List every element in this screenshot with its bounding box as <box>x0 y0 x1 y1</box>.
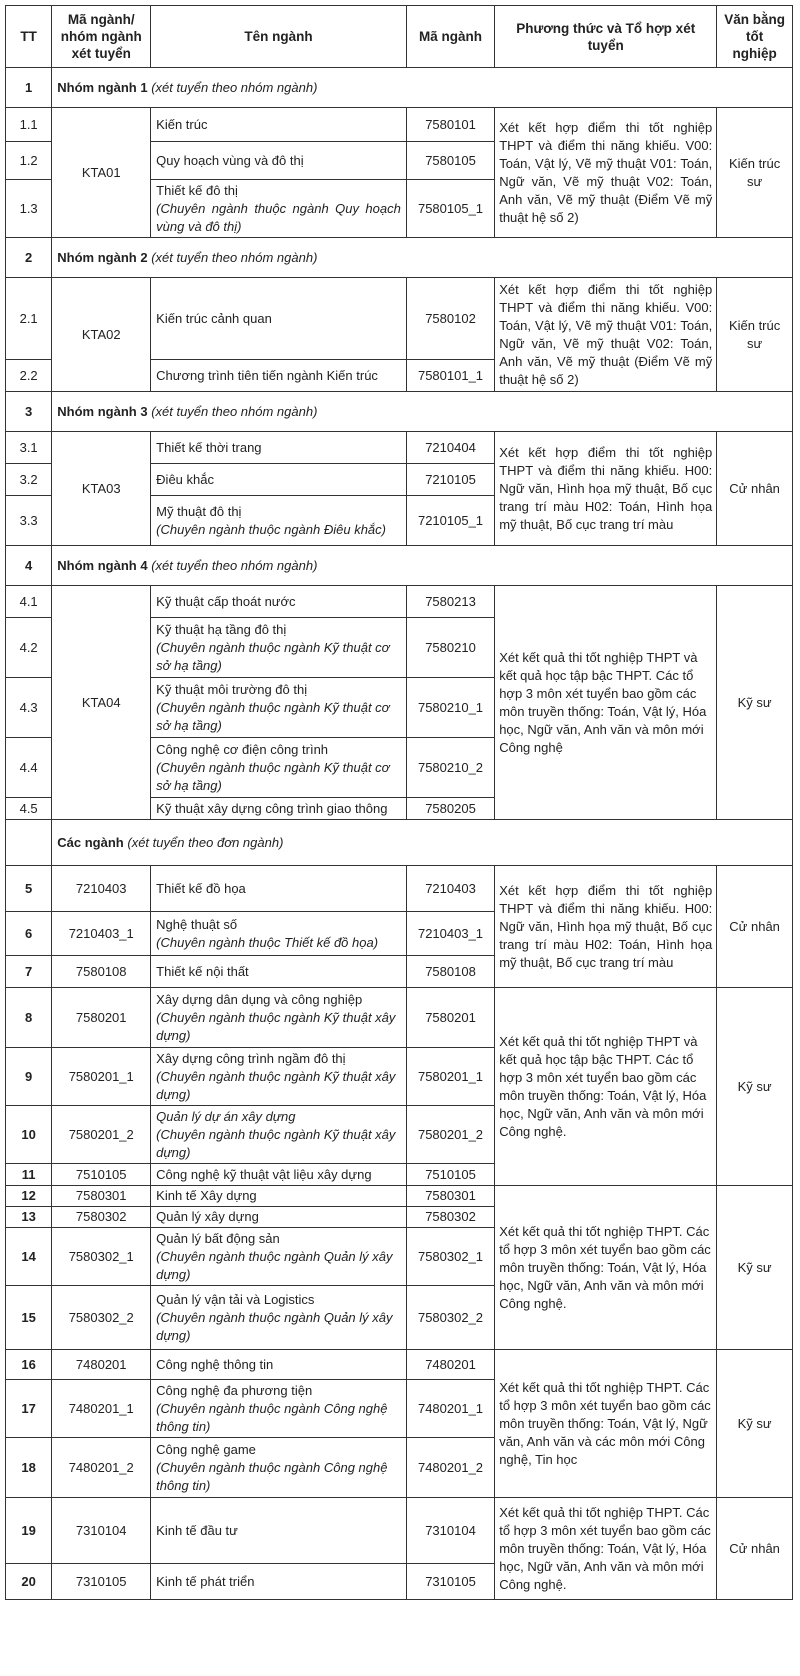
group-title <box>52 392 793 432</box>
row-group-code: 7310104 <box>52 1498 151 1564</box>
row-tt: 4.4 <box>6 738 52 798</box>
row-group-code: 7580301 <box>52 1186 151 1207</box>
row-name: Xây dựng dân dụng và công nghiệp <box>156 991 363 1007</box>
header-code: Mã ngành <box>406 6 494 68</box>
row-tt: 17 <box>6 1380 52 1438</box>
table-row <box>6 1186 793 1207</box>
row-tt: 20 <box>6 1564 52 1600</box>
header-name: Tên ngành <box>151 6 407 68</box>
group-code: KTA01 <box>52 108 151 238</box>
row-code: 7210404 <box>406 432 494 464</box>
admission-method: Xét kết quả thi tốt nghiệp THPT. Các tổ hợp 3 môn xét tuyển bao gồm các môn truyền thống: Toán, Vật lý, Ngữ văn, Anh văn và các môn mới Công nghệ, Tin học <box>495 1350 717 1498</box>
row-code: 7580205 <box>406 798 494 820</box>
group-note: (xét tuyển theo nhóm ngành) <box>151 403 318 419</box>
row-group-code: 7210403_1 <box>52 912 151 956</box>
group-note: (xét tuyển theo nhóm ngành) <box>151 557 318 573</box>
row-tt: 4.2 <box>6 618 52 678</box>
row-subtitle: (Chuyên ngành thuộc ngành Kỹ thuật cơ sở hạ tầng) <box>156 759 390 793</box>
group-title <box>52 546 793 586</box>
row-group-code: 7480201_1 <box>52 1380 151 1438</box>
row-name: Công nghệ thông tin <box>151 1350 407 1380</box>
row-code: 7580301 <box>406 1186 494 1207</box>
group-code: KTA03 <box>52 432 151 546</box>
row-subtitle: (Chuyên ngành thuộc ngành Kỹ thuật cơ sở hạ tầng) <box>156 699 390 733</box>
table-row <box>6 988 793 1048</box>
row-name: Chương trình tiên tiến ngành Kiến trúc <box>151 360 407 392</box>
degree: Kiến trúc sư <box>717 278 793 392</box>
row-name-cell <box>151 678 407 738</box>
row-tt: 11 <box>6 1164 52 1186</box>
row-code: 7480201_1 <box>406 1380 494 1438</box>
row-name-cell <box>151 738 407 798</box>
row-name-cell <box>151 1228 407 1286</box>
group-code: KTA02 <box>52 278 151 392</box>
row-name: Quản lý vận tải và Logistics <box>156 1291 315 1307</box>
row-code: 7580101_1 <box>406 360 494 392</box>
row-name: Kỹ thuật môi trường đô thị <box>156 681 308 697</box>
row-group-code: 7580302_1 <box>52 1228 151 1286</box>
row-subtitle: (Chuyên ngành thuộc ngành Quy hoạch vùng và đô thị) <box>156 200 401 234</box>
row-code: 7580210_2 <box>406 738 494 798</box>
row-code: 7580302_1 <box>406 1228 494 1286</box>
row-code: 7580102 <box>406 278 494 360</box>
row-code: 7580210 <box>406 618 494 678</box>
row-tt: 12 <box>6 1186 52 1207</box>
row-name: Quản lý dự án xây dựng <box>156 1108 296 1124</box>
degree: Cử nhân <box>717 866 793 988</box>
row-tt: 2.1 <box>6 278 52 360</box>
row-name: Kinh tế phát triển <box>151 1564 407 1600</box>
row-name: Xây dựng công trình ngầm đô thị <box>156 1050 346 1066</box>
row-code: 7580201_2 <box>406 1106 494 1164</box>
row-code: 7580105 <box>406 142 494 180</box>
row-subtitle: (Chuyên ngành thuộc ngành Quản lý xây dựng) <box>156 1309 393 1343</box>
row-name: Thiết kế thời trang <box>151 432 407 464</box>
group-name: Nhóm ngành 1 <box>57 79 148 95</box>
admission-method: Xét kết hợp điểm thi tốt nghiệp THPT và điểm thi năng khiếu. H00: Ngữ văn, Hình họa mỹ thuật, Bố cục trang trí màu H02: Toán, Hình họa mỹ thuật, Bố cục trang trí màu <box>495 866 717 988</box>
row-group-code: 7480201_2 <box>52 1438 151 1498</box>
row-tt: 1.1 <box>6 108 52 142</box>
row-name: Kỹ thuật cấp thoát nước <box>151 586 407 618</box>
row-tt: 2.2 <box>6 360 52 392</box>
group-row <box>6 392 793 432</box>
row-name-cell <box>151 180 407 238</box>
row-name-cell <box>151 1286 407 1350</box>
table-row <box>6 866 793 912</box>
group-row <box>6 238 793 278</box>
table-row <box>6 586 793 618</box>
row-code: 7580108 <box>406 956 494 988</box>
row-tt: 4.1 <box>6 586 52 618</box>
group-tt <box>6 820 52 866</box>
row-name: Thiết kế đô thị <box>156 182 238 198</box>
admission-method: Xét kết quả thi tốt nghiệp THPT và kết quả học tập bậc THPT. Các tổ hợp 3 môn xét tuyển bao gồm các môn truyền thống: Toán, Vật lý, Hóa học, Ngữ văn, Anh văn và môn mới Công nghệ <box>495 586 717 820</box>
row-code: 7310104 <box>406 1498 494 1564</box>
row-group-code: 7580302_2 <box>52 1286 151 1350</box>
group-name: Các ngành <box>57 834 124 850</box>
group-name: Nhóm ngành 3 <box>57 403 148 419</box>
row-tt: 13 <box>6 1207 52 1228</box>
row-tt: 4.3 <box>6 678 52 738</box>
row-code: 7310105 <box>406 1564 494 1600</box>
row-tt: 3.2 <box>6 464 52 496</box>
group-title <box>52 820 793 866</box>
admission-method: Xét kết quả thi tốt nghiệp THPT. Các tổ hợp 3 môn xét tuyển bao gồm các môn truyền thống: Toán, Vật lý, Hóa học, Ngữ văn, Anh văn và môn mới Công nghệ. <box>495 1498 717 1600</box>
table-row <box>6 1350 793 1380</box>
group-tt: 1 <box>6 68 52 108</box>
row-name: Công nghệ game <box>156 1441 256 1457</box>
row-group-code: 7210403 <box>52 866 151 912</box>
row-name: Công nghệ kỹ thuật vật liệu xây dựng <box>151 1164 407 1186</box>
group-tt: 2 <box>6 238 52 278</box>
row-group-code: 7580201_1 <box>52 1048 151 1106</box>
row-group-code: 7580201 <box>52 988 151 1048</box>
row-tt: 3.3 <box>6 496 52 546</box>
header-degree: Văn bằng tốt nghiệp <box>717 6 793 68</box>
row-group-code: 7510105 <box>52 1164 151 1186</box>
row-code: 7210105_1 <box>406 496 494 546</box>
row-name: Công nghệ cơ điện công trình <box>156 741 329 757</box>
table-row <box>6 432 793 464</box>
row-code: 7210403 <box>406 866 494 912</box>
degree: Kỹ sư <box>717 586 793 820</box>
row-group-code: 7480201 <box>52 1350 151 1380</box>
row-name-cell <box>151 1106 407 1164</box>
group-title <box>52 238 793 278</box>
row-code: 7480201_2 <box>406 1438 494 1498</box>
row-name: Quản lý bất động sản <box>156 1230 280 1246</box>
admission-method: Xét kết quả thi tốt nghiệp THPT. Các tổ hợp 3 môn xét tuyển bao gồm các môn truyền thống: Toán, Vật lý, Hóa học, Ngữ văn, Anh văn và môn mới Công nghệ. <box>495 1186 717 1350</box>
row-code: 7480201 <box>406 1350 494 1380</box>
header-tt: TT <box>6 6 52 68</box>
row-code: 7580302 <box>406 1207 494 1228</box>
group-note: (xét tuyển theo đơn ngành) <box>127 834 284 850</box>
header-method: Phương thức và Tổ hợp xét tuyển <box>495 6 717 68</box>
row-subtitle: (Chuyên ngành thuộc ngành Điêu khắc) <box>156 521 386 537</box>
row-tt: 4.5 <box>6 798 52 820</box>
row-name-cell <box>151 1438 407 1498</box>
row-tt: 10 <box>6 1106 52 1164</box>
group-code: KTA04 <box>52 586 151 820</box>
header-group-code: Mã ngành/ nhóm ngành xét tuyển <box>52 6 151 68</box>
row-name: Thiết kế đồ họa <box>151 866 407 912</box>
row-name: Kinh tế Xây dựng <box>151 1186 407 1207</box>
row-subtitle: (Chuyên ngành thuộc ngành Công nghệ thông tin) <box>156 1459 388 1493</box>
degree: Kỹ sư <box>717 988 793 1186</box>
admission-method: Xét kết quả thi tốt nghiệp THPT và kết quả học tập bậc THPT. Các tổ hợp 3 môn xét tuyển bao gồm các môn truyền thống: Toán, Vật lý, Hóa học, Ngữ văn, Anh văn và môn mới Công nghệ. <box>495 988 717 1186</box>
row-name: Mỹ thuật đô thị <box>156 503 242 519</box>
row-name-cell <box>151 1048 407 1106</box>
table-row <box>6 278 793 360</box>
row-tt: 6 <box>6 912 52 956</box>
header-row <box>6 6 793 68</box>
row-name-cell <box>151 1380 407 1438</box>
group-tt: 3 <box>6 392 52 432</box>
row-tt: 19 <box>6 1498 52 1564</box>
row-code: 7580101 <box>406 108 494 142</box>
degree: Kiến trúc sư <box>717 108 793 238</box>
row-name: Kiến trúc cảnh quan <box>151 278 407 360</box>
row-subtitle: (Chuyên ngành thuộc ngành Kỹ thuật cơ sở hạ tầng) <box>156 639 390 673</box>
row-subtitle: (Chuyên ngành thuộc Thiết kế đồ họa) <box>156 934 379 950</box>
row-code: 7580210_1 <box>406 678 494 738</box>
row-name: Nghệ thuật số <box>156 916 238 932</box>
admission-method: Xét kết hợp điểm thi tốt nghiệp THPT và điểm thi năng khiếu. V00: Toán, Vật lý, Vẽ mỹ thuật V01: Toán, Ngữ văn, Vẽ mỹ thuật V02: Toán, Anh văn, Vẽ mỹ thuật (Điểm Vẽ mỹ thuật hệ số 2) <box>495 278 717 392</box>
row-tt: 5 <box>6 866 52 912</box>
degree: Cử nhân <box>717 432 793 546</box>
row-name: Điêu khắc <box>151 464 407 496</box>
row-tt: 16 <box>6 1350 52 1380</box>
row-tt: 9 <box>6 1048 52 1106</box>
group-row <box>6 546 793 586</box>
row-code: 7210105 <box>406 464 494 496</box>
row-group-code: 7310105 <box>52 1564 151 1600</box>
degree: Kỹ sư <box>717 1350 793 1498</box>
row-name-cell <box>151 496 407 546</box>
row-tt: 1.3 <box>6 180 52 238</box>
row-name-cell <box>151 618 407 678</box>
row-group-code: 7580302 <box>52 1207 151 1228</box>
row-subtitle: (Chuyên ngành thuộc ngành Kỹ thuật xây dựng) <box>156 1126 396 1160</box>
row-subtitle: (Chuyên ngành thuộc ngành Công nghệ thông tin) <box>156 1400 388 1434</box>
row-tt: 7 <box>6 956 52 988</box>
row-code: 7580201 <box>406 988 494 1048</box>
row-name: Kinh tế đầu tư <box>151 1498 407 1564</box>
group-name: Nhóm ngành 4 <box>57 557 148 573</box>
row-code: 7580201_1 <box>406 1048 494 1106</box>
row-code: 7580213 <box>406 586 494 618</box>
admission-method: Xét kết hợp điểm thi tốt nghiệp THPT và điểm thi năng khiếu. V00: Toán, Vật lý, Vẽ mỹ thuật V01: Toán, Ngữ văn, Vẽ mỹ thuật V02: Toán, Anh văn, Vẽ mỹ thuật (Điểm Vẽ mỹ thuật hệ số 2) <box>495 108 717 238</box>
admission-table <box>5 5 793 1600</box>
row-name: Kỹ thuật xây dựng công trình giao thông <box>151 798 407 820</box>
row-tt: 3.1 <box>6 432 52 464</box>
row-subtitle: (Chuyên ngành thuộc ngành Kỹ thuật xây dựng) <box>156 1068 396 1102</box>
row-group-code: 7580108 <box>52 956 151 988</box>
row-code: 7510105 <box>406 1164 494 1186</box>
row-name: Kỹ thuật hạ tầng đô thị <box>156 621 287 637</box>
row-name: Công nghệ đa phương tiện <box>156 1382 313 1398</box>
table-row <box>6 1498 793 1564</box>
row-code: 7580105_1 <box>406 180 494 238</box>
admission-method: Xét kết hợp điểm thi tốt nghiệp THPT và điểm thi năng khiếu. H00: Ngữ văn, Hình họa mỹ thuật, Bố cục trang trí màu H02: Toán, Hình họa mỹ thuật, Bố cục trang trí màu <box>495 432 717 546</box>
row-name: Quản lý xây dựng <box>151 1207 407 1228</box>
row-code: 7580302_2 <box>406 1286 494 1350</box>
row-name: Quy hoạch vùng và đô thị <box>151 142 407 180</box>
row-name-cell <box>151 988 407 1048</box>
group-title <box>52 68 793 108</box>
group-row <box>6 68 793 108</box>
group-name: Nhóm ngành 2 <box>57 249 148 265</box>
row-group-code: 7580201_2 <box>52 1106 151 1164</box>
row-name-cell <box>151 912 407 956</box>
degree: Cử nhân <box>717 1498 793 1600</box>
row-code: 7210403_1 <box>406 912 494 956</box>
row-tt: 15 <box>6 1286 52 1350</box>
row-tt: 14 <box>6 1228 52 1286</box>
row-tt: 1.2 <box>6 142 52 180</box>
row-subtitle: (Chuyên ngành thuộc ngành Kỹ thuật xây dựng) <box>156 1009 396 1043</box>
row-name: Thiết kế nội thất <box>151 956 407 988</box>
group-tt: 4 <box>6 546 52 586</box>
degree: Kỹ sư <box>717 1186 793 1350</box>
group-note: (xét tuyển theo nhóm ngành) <box>151 249 318 265</box>
row-tt: 18 <box>6 1438 52 1498</box>
admission-table-container <box>5 5 793 1600</box>
row-subtitle: (Chuyên ngành thuộc ngành Quản lý xây dựng) <box>156 1248 393 1282</box>
row-name: Kiến trúc <box>151 108 407 142</box>
table-row <box>6 108 793 142</box>
row-tt: 8 <box>6 988 52 1048</box>
group-row <box>6 820 793 866</box>
group-note: (xét tuyển theo nhóm ngành) <box>151 79 318 95</box>
